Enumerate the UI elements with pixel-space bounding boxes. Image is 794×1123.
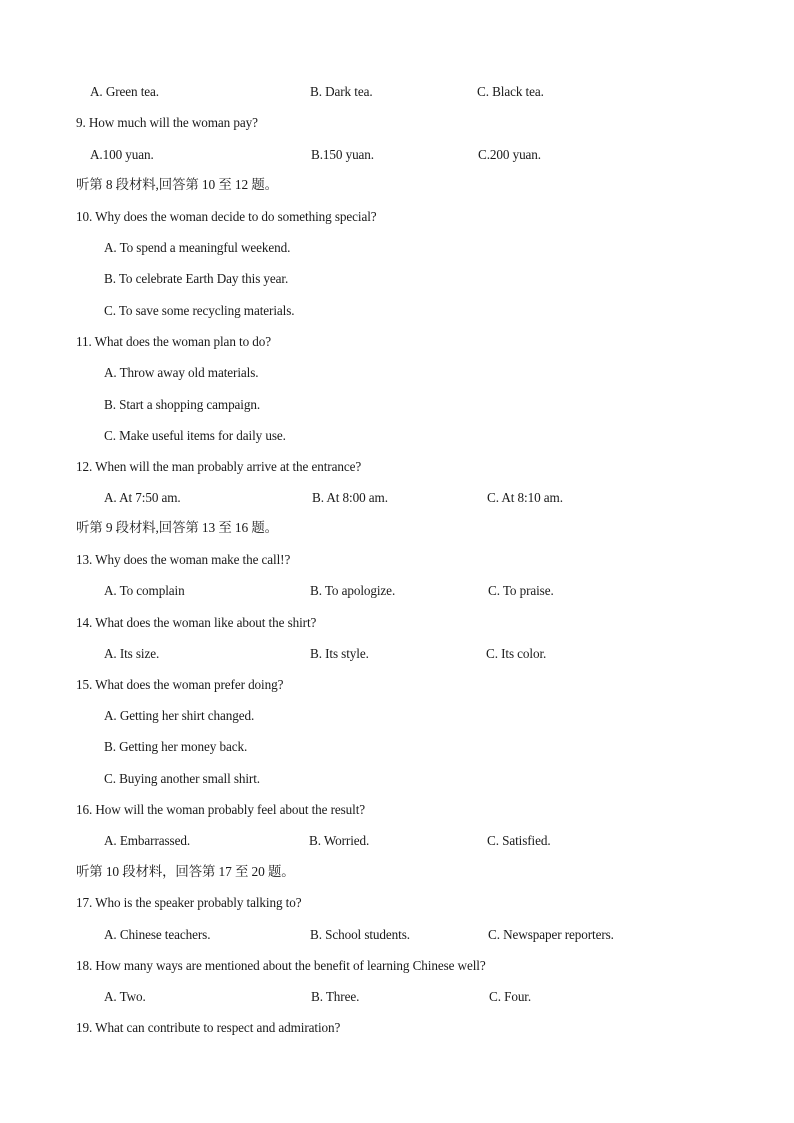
question-11: 11. What does the woman plan to do?: [76, 334, 272, 349]
option-11-b: B. Start a shopping campaign.: [104, 397, 261, 412]
option-14-b: B. Its style.: [310, 646, 369, 661]
option-13-c: C. To praise.: [488, 583, 554, 598]
section-heading-8: 听第 8 段材料,回答第 10 至 12 题。: [76, 177, 278, 192]
option-15-c: C. Buying another small shirt.: [104, 771, 260, 786]
question-14: 14. What does the woman like about the shirt?: [76, 615, 317, 630]
option-12-a: A. At 7:50 am.: [104, 490, 181, 505]
option-18-a: A. Two.: [104, 989, 146, 1004]
question-9: 9. How much will the woman pay?: [76, 115, 258, 130]
option-14-a: A. Its size.: [104, 646, 160, 661]
option-14-c: C. Its color.: [486, 646, 547, 661]
question-13: 13. Why does the woman make the call!?: [76, 552, 291, 567]
option-16-c: C. Satisfied.: [487, 833, 551, 848]
option-16-b: B. Worried.: [309, 833, 370, 848]
option-18-c: C. Four.: [489, 989, 532, 1004]
option-15-b: B. Getting her money back.: [104, 739, 248, 754]
option-11-c: C. Make useful items for daily use.: [104, 428, 286, 443]
section-heading-9: 听第 9 段材料,回答第 13 至 16 题。: [76, 520, 278, 535]
option-11-a: A. Throw away old materials.: [104, 365, 259, 380]
section-heading-10: 听第 10 段材料，回答第 17 至 20 题。: [76, 864, 295, 879]
option-17-b: B. School students.: [310, 927, 410, 942]
option-13-a: A. To complain: [104, 583, 185, 598]
option-17-a: A. Chinese teachers.: [104, 927, 211, 942]
option-12-c: C. At 8:10 am.: [487, 490, 563, 505]
option-8-b: B. Dark tea.: [310, 84, 373, 99]
option-12-b: B. At 8:00 am.: [312, 490, 388, 505]
question-17: 17. Who is the speaker probably talking to?: [76, 895, 302, 910]
option-15-a: A. Getting her shirt changed.: [104, 708, 255, 723]
option-9-c: C.200 yuan.: [478, 147, 542, 162]
option-10-b: B. To celebrate Earth Day this year.: [104, 271, 289, 286]
question-18: 18. How many ways are mentioned about the benefit of learning Chinese well?: [76, 958, 486, 973]
question-19: 19. What can contribute to respect and admiration?: [76, 1020, 341, 1035]
option-10-a: A. To spend a meaningful weekend.: [104, 240, 291, 255]
option-18-b: B. Three.: [311, 989, 360, 1004]
option-9-a: A.100 yuan.: [90, 147, 154, 162]
option-16-a: A. Embarrassed.: [104, 833, 191, 848]
option-13-b: B. To apologize.: [310, 583, 396, 598]
question-16: 16. How will the woman probably feel about the result?: [76, 802, 366, 817]
option-10-c: C. To save some recycling materials.: [104, 303, 295, 318]
option-8-c: C. Black tea.: [477, 84, 544, 99]
question-10: 10. Why does the woman decide to do something special?: [76, 209, 377, 224]
question-15: 15. What does the woman prefer doing?: [76, 677, 284, 692]
question-12: 12. When will the man probably arrive at the entrance?: [76, 459, 362, 474]
option-17-c: C. Newspaper reporters.: [488, 927, 614, 942]
option-8-a: A. Green tea.: [90, 84, 159, 99]
option-9-b: B.150 yuan.: [311, 147, 375, 162]
